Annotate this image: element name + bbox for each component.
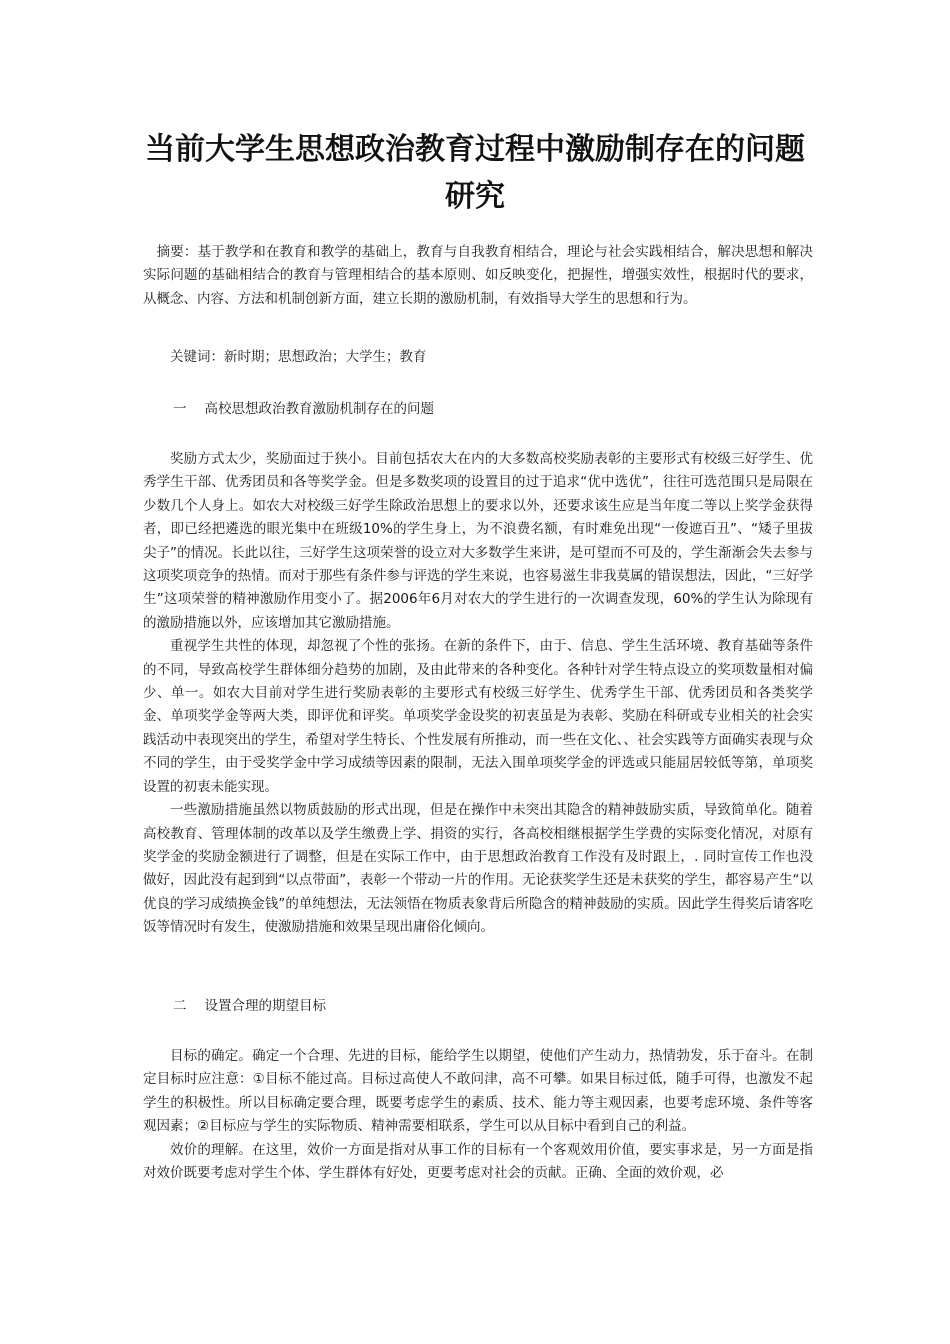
document-title: 当前大学生思想政治教育过程中激励制存在的问题研究 [145,132,805,214]
section-1-number: 一 [173,401,187,417]
paragraph: 一些激励措施虽然以物质鼓励的形式出现，但是在操作中未突出其隐含的精神鼓励实质，导致简单化。随着高校教育、管理体制的改革以及学生缴费上学、捐资的实行，各高校相继根据学生学费的实际变化情况，对原有奖学金的奖励金额进行了调整，但是在实际工作中，由于思想政治教育工作没有及时跟上，. 同时宣传工作也没做好，因此没有起到到“以点带面”，表彰一个带动一片的作用。无论获奖学生还是未获奖的学生，都容易产生“以优良的学习成绩换金钱”的单纯想法，无法领悟在物质表象背后所隐含的精神鼓励的实质。因此学生得奖后请客吃饭等情况时有发生，使激励措施和效果呈现出庸俗化倾向。 [143,802,813,936]
paragraph: 奖励方式太少，奖励面过于狭小。目前包括农大在内的大多数高校奖励表彰的主要形式有校级三好学生、优秀学生干部、优秀团员和各等奖学金。但是多数奖项的设置目的过于追求“优中选优”，往往可选范围只是局限在少数几个人身上。如农大对校级三好学生除政治思想上的要求以外，还要求该生应是当年度二等以上奖学金获得者，即已经把遴选的眼光集中在班级10%的学生身上，为不浪费名额，有时难免出现“一俊遮百丑”、“矮子里拔尖子”的情况。长此以往，三好学生这项荣誉的设立对大多数学生来讲，是可望而不可及的，学生渐渐会失去参与这项奖项竞争的热情。而对于那些有条件参与评选的学生来说，也容易滋生非我莫属的错误想法，因此，“三好学生”这项荣誉的精神激励作用变小了。据2006年6月对农大的学生进行的一次调查发现，60%的学生认为除现有的激励措施以外，应该增加其它激励措施。 [143,451,813,631]
section-2-title: 设置合理的期望目标 [204,998,326,1014]
section-2-number: 二 [173,998,187,1014]
paragraph: 目标的确定。确定一个合理、先进的目标，能给学生以期望，使他们产生动力，热情勃发，乐于奋斗。在制定目标时应注意：①目标不能过高。目标过高使人不敢问津，高不可攀。如果目标过低，随手可得，也激发不起学生的积极性。所以目标确定要合理，既要考虑学生的素质、技术、能力等主观因素，也要考虑环境、条件等客观因素；②目标应与学生的实际物质、精神需要相联系，学生可以从目标中看到自己的利益。 [143,1048,813,1135]
abstract [143,241,813,311]
section-1-body [143,448,813,940]
abstract-text: 摘要：基于教学和在教育和教学的基础上，教育与自我教育相结合，理论与社会实践相结合，解决思想和解决实际问题的基础相结合的教育与管理相结合的基本原则、如反映变化，把握性，增强实效性，根据时代的要求，从概念、内容、方法和机制创新方面，建立长期的激励机制，有效指导大学生的思想和行为。 [143,244,813,307]
keywords: 关键词：新时期；思想政治；大学生；教育 [170,349,427,365]
section-1-heading [143,398,813,421]
paragraph: 效价的理解。在这里，效价一方面是指对从事工作的目标有一个客观效用价值，要实事求是，另一方面是指对效价既要考虑对学生个体、学生群体有好处，更要考虑对社会的贡献。正确、全面的效价观，必 [143,1141,813,1182]
section-2-body [143,1045,813,1185]
paragraph: 重视学生共性的体现，却忽视了个性的张扬。在新的条件下，由于、信息、学生生活环境、教育基础等条件的不同，导致高校学生群体细分趋势的加剧，及由此带来的各种变化。各种针对学生特点设立的奖项数量相对偏少、单一。如农大目前对学生进行奖励表彰的主要形式有校级三好学生、优秀学生干部、优秀团员和各类奖学金、单项奖学金等两大类，即评优和评奖。单项奖学金设奖的初衷虽是为表彰、奖励在科研或专业相关的社会实践活动中表现突出的学生，希望对学生特长、个性发展有所推动，而一些在文化、、社会实践等方面确实表现与众不同的学生，由于受奖学金中学习成绩等因素的限制，无法入围单项奖学金的评选或只能屈居较低等第，单项奖设置的初衷未能实现。 [143,638,813,795]
section-1-title: 高校思想政治教育激励机制存在的问题 [204,401,434,417]
section-2-heading [143,995,813,1018]
